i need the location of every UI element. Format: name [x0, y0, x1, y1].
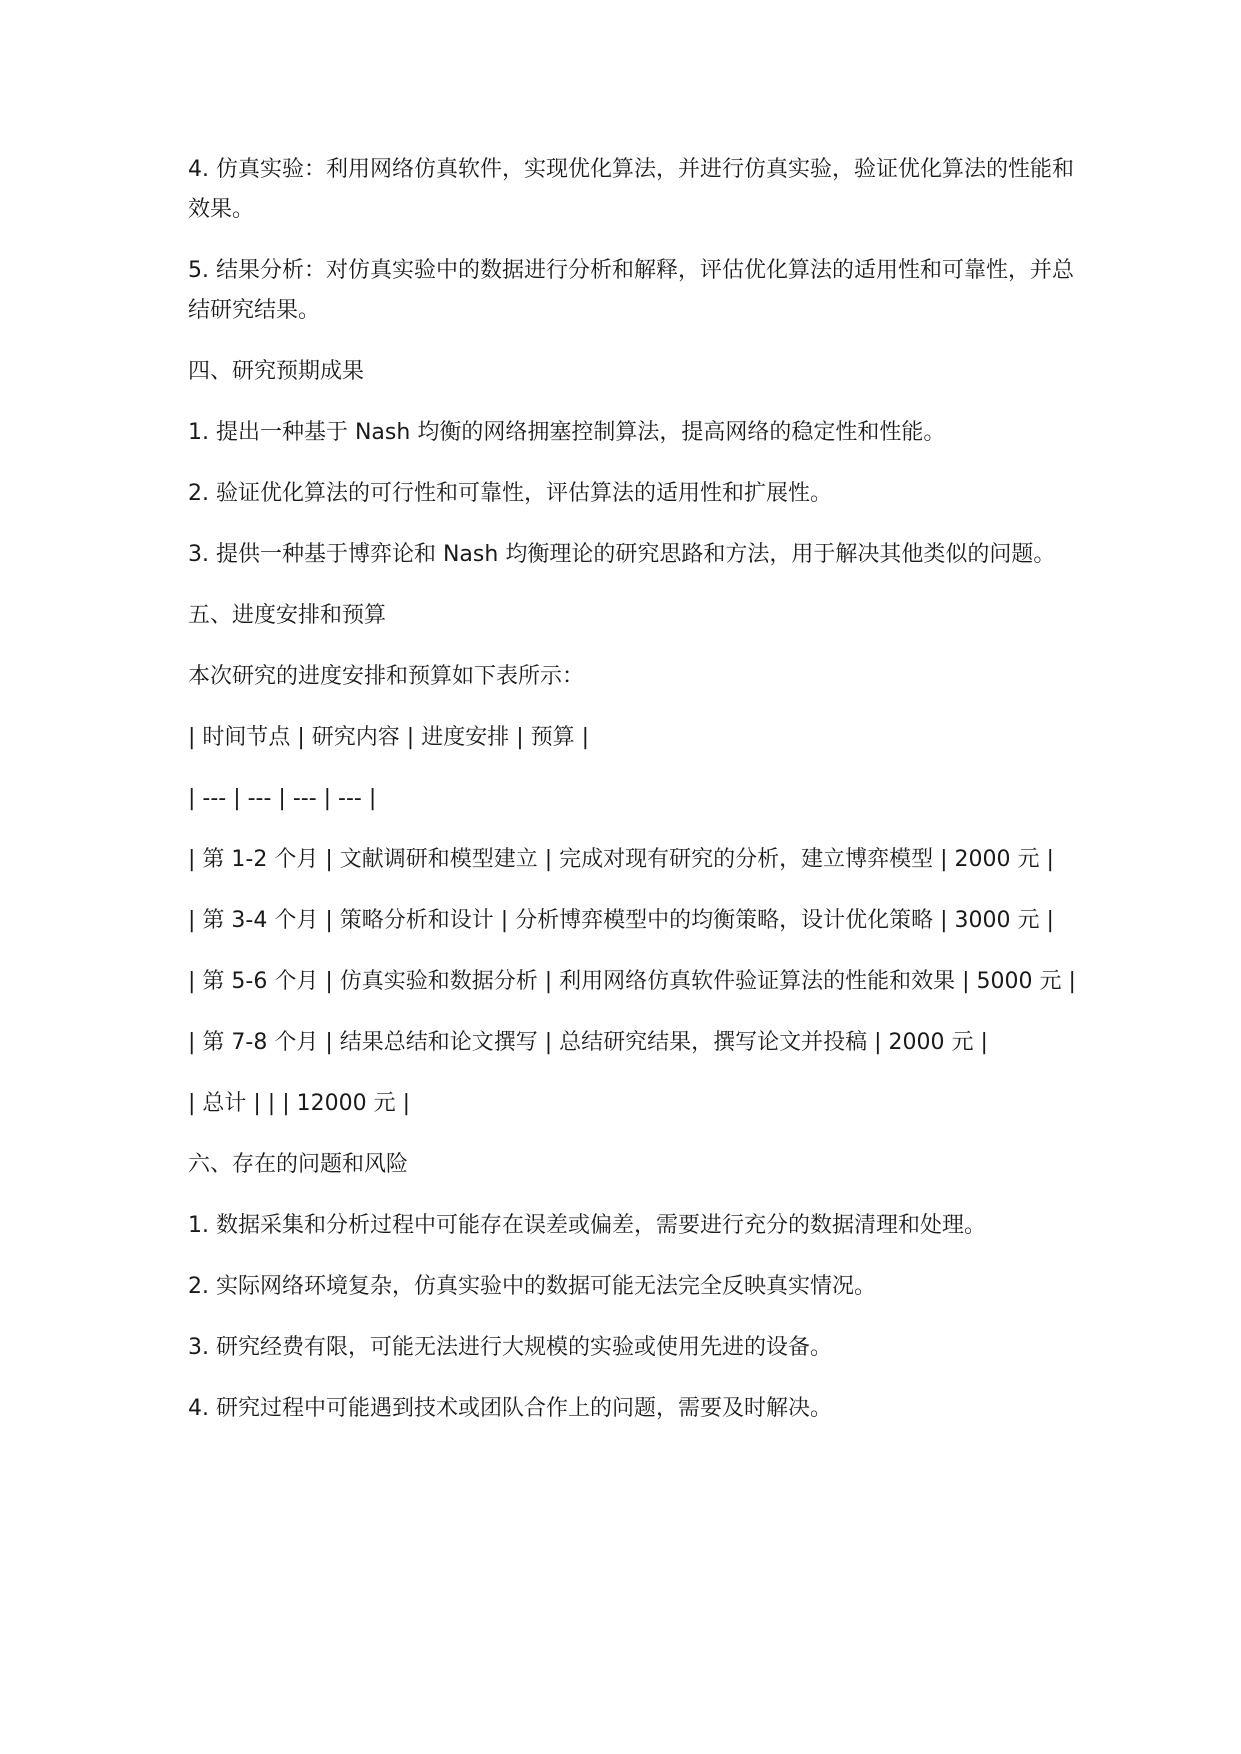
paragraph-result-analysis: 5. 结果分析：对仿真实验中的数据进行分析和解释，评估优化算法的适用性和可靠性，并总结研究结果。 [188, 258, 1074, 323]
table-line-row-2: | 第 3-4 个月 | 策略分析和设计 | 分析博弈模型中的均衡策略，设计优化策略 | 3000 元 | [188, 908, 1054, 933]
paragraph-simulation: 4. 仿真实验：利用网络仿真软件，实现优化算法，并进行仿真实验，验证优化算法的性能和效果。 [188, 157, 1074, 222]
table-line-header: | 时间节点 | 研究内容 | 进度安排 | 预算 | [188, 725, 590, 750]
paragraph-risk-3: 3. 研究经费有限，可能无法进行大规模的实验或使用先进的设备。 [188, 1335, 832, 1360]
section-heading-expected-results: 四、研究预期成果 [188, 359, 365, 384]
table-line-row-4: | 第 7-8 个月 | 结果总结和论文撰写 | 总结研究结果，撰写论文并投稿 | 2000 元 | [188, 1030, 988, 1055]
paragraph-risk-4: 4. 研究过程中可能遇到技术或团队合作上的问题，需要及时解决。 [188, 1396, 832, 1421]
paragraph-schedule-intro: 本次研究的进度安排和预算如下表所示： [188, 664, 585, 689]
table-line-separator: | --- | --- | --- | --- | [188, 786, 377, 811]
paragraph-expected-1: 1. 提出一种基于 Nash 均衡的网络拥塞控制算法，提高网络的稳定性和性能。 [188, 420, 946, 445]
paragraph-expected-2: 2. 验证优化算法的可行性和可靠性，评估算法的适用性和扩展性。 [188, 481, 832, 506]
table-line-total: | 总计 | | | 12000 元 | [188, 1091, 410, 1116]
paragraph-expected-3: 3. 提供一种基于博弈论和 Nash 均衡理论的研究思路和方法，用于解决其他类似的问题。 [188, 542, 1056, 567]
section-heading-schedule-budget: 五、进度安排和预算 [188, 603, 387, 628]
paragraph-risk-1: 1. 数据采集和分析过程中可能存在误差或偏差，需要进行充分的数据清理和处理。 [188, 1213, 986, 1238]
paragraph-risk-2: 2. 实际网络环境复杂，仿真实验中的数据可能无法完全反映真实情况。 [188, 1274, 876, 1299]
section-heading-risks: 六、存在的问题和风险 [188, 1152, 409, 1177]
table-line-row-3: | 第 5-6 个月 | 仿真实验和数据分析 | 利用网络仿真软件验证算法的性能和效果 | 5000 元 | [188, 969, 1076, 994]
document-page [188, 150, 1088, 1450]
table-line-row-1: | 第 1-2 个月 | 文献调研和模型建立 | 完成对现有研究的分析，建立博弈模型 | 2000 元 | [188, 847, 1054, 872]
